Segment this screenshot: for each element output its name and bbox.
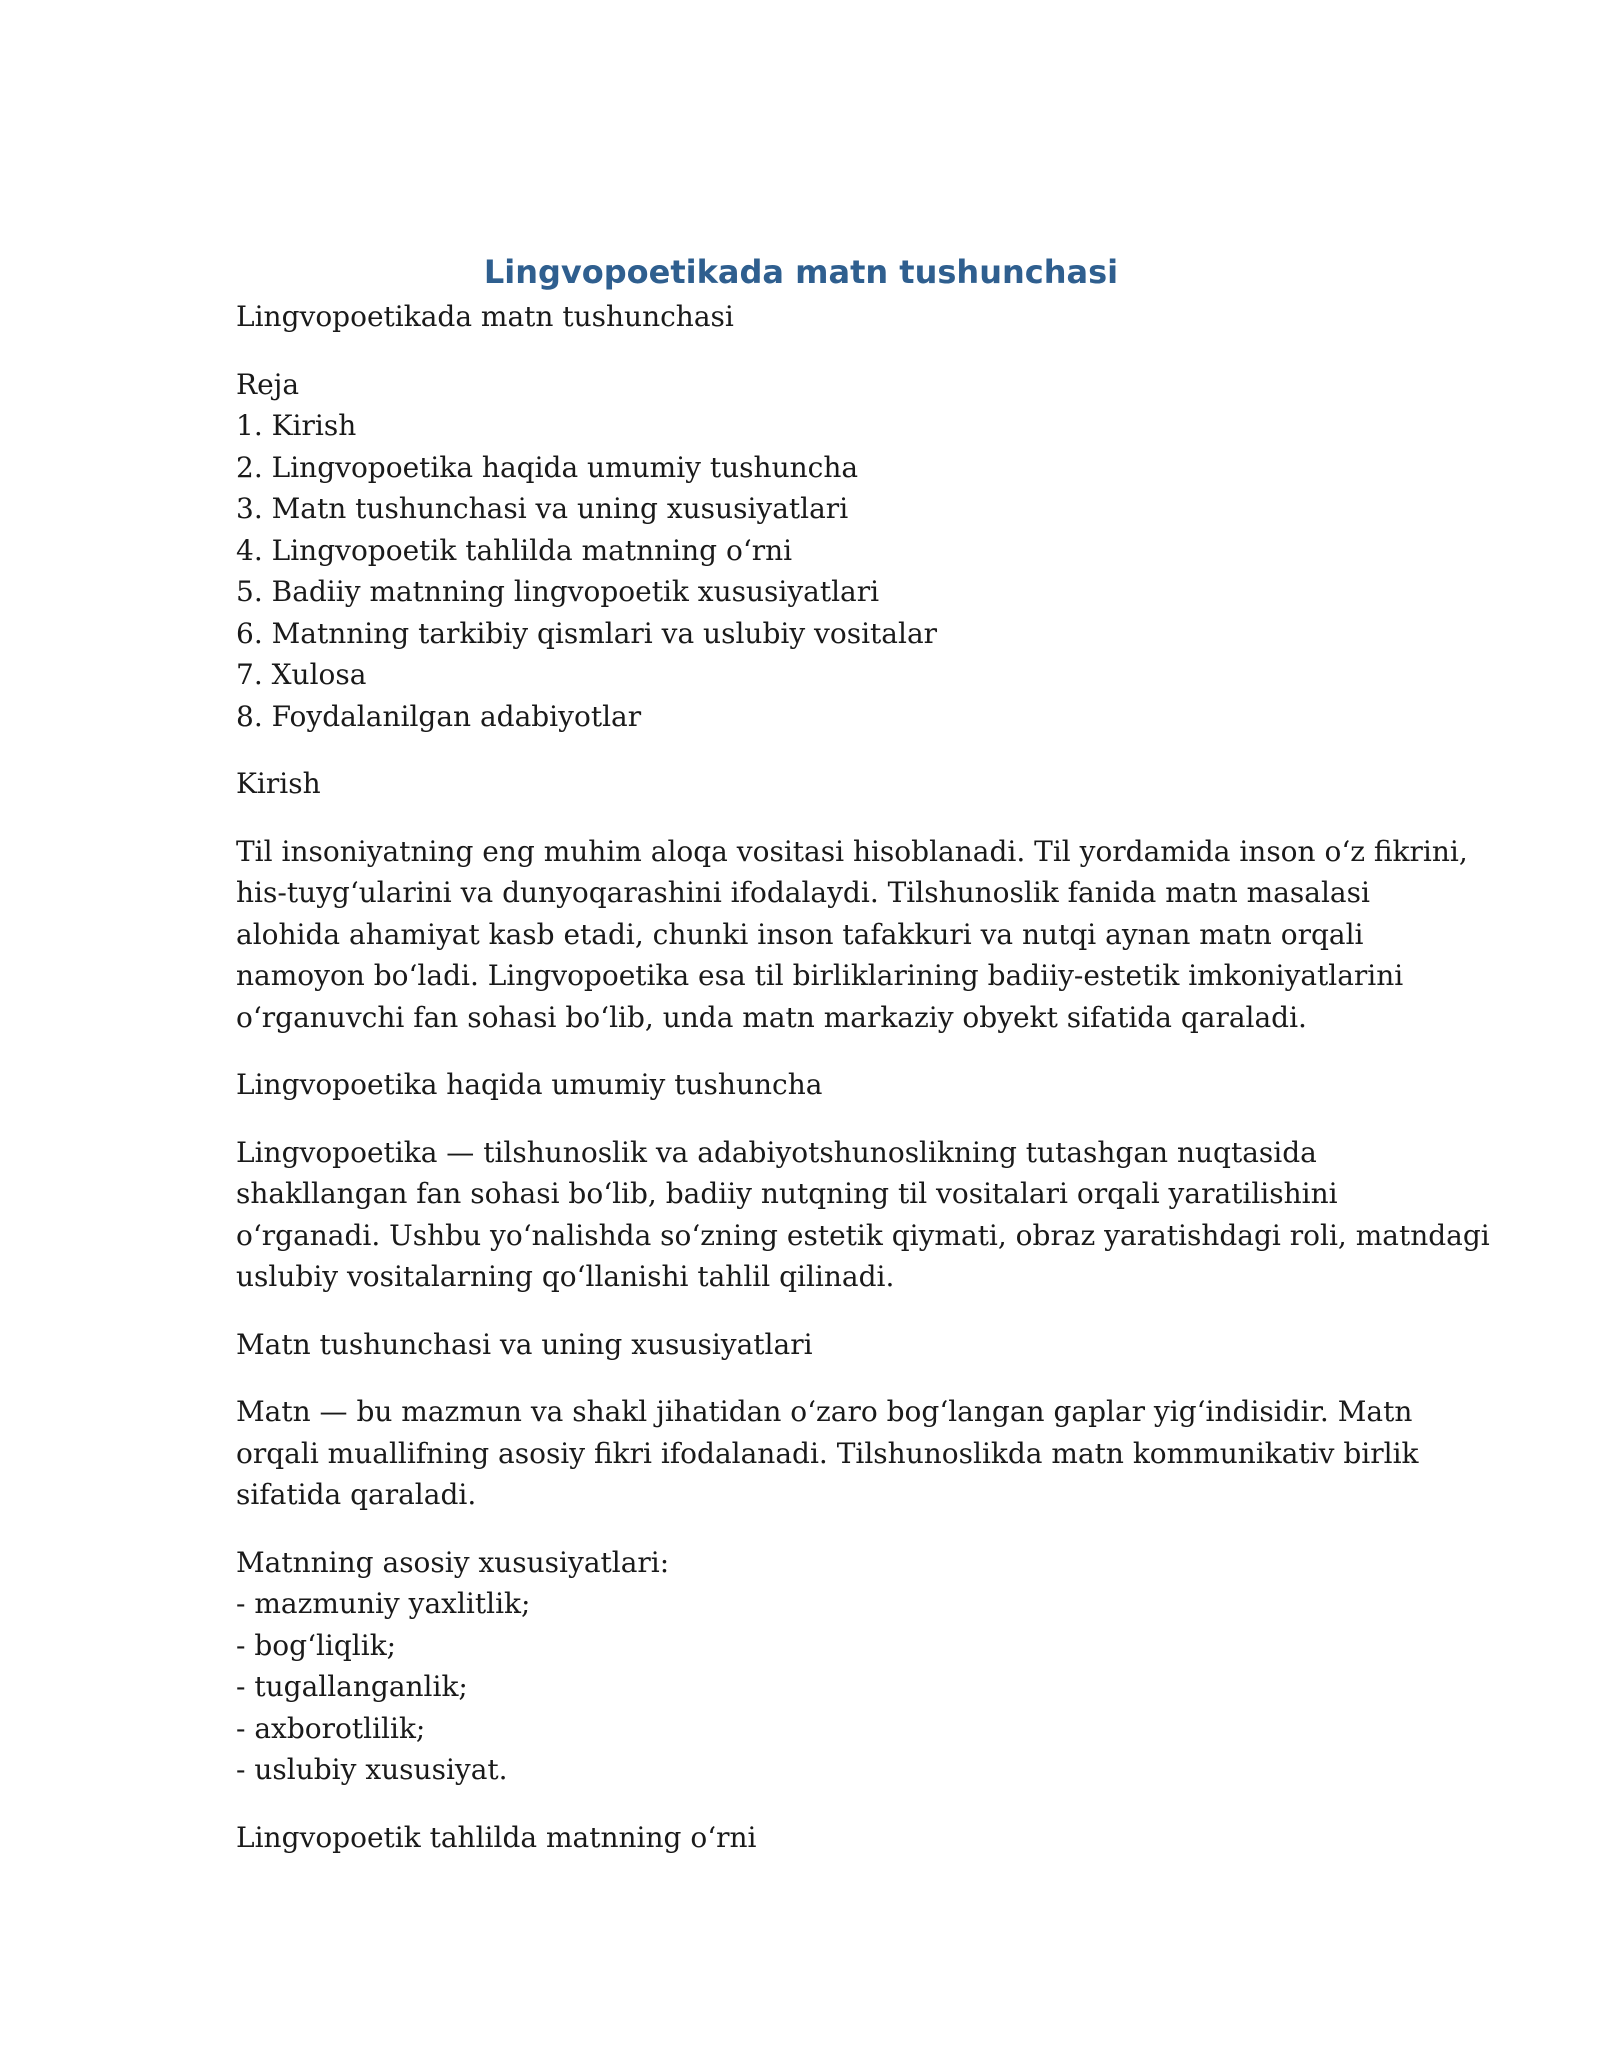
properties-item: - bog‘liqlik; (236, 1628, 397, 1662)
plan-label: Reja (236, 367, 300, 401)
paragraph-line: shakllangan fan sohasi bo‘lib, badiiy nutqning til vositalari orqali yaratilishini (236, 1177, 1338, 1210)
section-heading-final: Lingvopoetik tahlilda matnning o‘rni (236, 1820, 757, 1854)
paragraph-line: Til insoniyatning eng muhim aloqa vositasi hisoblanadi. Til yordamida inson o‘z fikrini, (236, 834, 1468, 868)
section-heading-kirish: Kirish (236, 767, 321, 800)
document-subtitle: Lingvopoetikada matn tushunchasi (236, 300, 734, 333)
properties-item: - uslubiy xususiyat. (236, 1753, 508, 1786)
paragraph-line: Matn — bu mazmun va shakl jihatidan o‘zaro bog‘langan gaplar yig‘indisidir. Matn (236, 1395, 1413, 1428)
paragraph-line: uslubiy vositalarning qo‘llanishi tahlil qilinadi. (236, 1260, 895, 1293)
properties-list (236, 1542, 1366, 1791)
plan-list (236, 364, 1366, 738)
document-title: Lingvopoetikada matn tushunchasi (483, 253, 1119, 291)
properties-item: - mazmuniy yaxlitlik; (236, 1587, 531, 1620)
paragraph-line: o‘rganuvchi fan sohasi bo‘lib, unda matn markaziy obyekt sifatida qaraladi. (236, 1000, 1307, 1034)
plan-item: 8. Foydalanilgan adabiyotlar (236, 699, 642, 733)
paragraph-line: orqali muallifning asosiy fikri ifodalanadi. Tilshunoslikda matn kommunikativ birlik (236, 1436, 1419, 1470)
paragraph-line: alohida ahamiyat kasb etadi, chunki inson tafakkuri va nutqi aynan matn orqali (236, 917, 1364, 951)
plan-item: 4. Lingvopoetik tahlilda matnning o‘rni (236, 533, 793, 567)
section-heading-matn: Matn tushunchasi va uning xususiyatlari (236, 1327, 813, 1361)
plan-item: 3. Matn tushunchasi va uning xususiyatlari (236, 492, 849, 525)
paragraph-line: Lingvopoetika — tilshunoslik va adabiyotshunoslikning tutashgan nuqtasida (236, 1135, 1317, 1169)
plan-item: 5. Badiiy matnning lingvopoetik xususiyatlari (236, 575, 880, 608)
plan-item: 1. Kirish (236, 409, 357, 442)
paragraph-line: his-tuyg‘ularini va dunyoqarashini ifodalaydi. Tilshunoslik fanida matn masalasi (236, 876, 1370, 909)
plan-item: 2. Lingvopoetika haqida umumiy tushuncha (236, 450, 859, 484)
document-body (236, 248, 1490, 1884)
section-paragraph-kirish (236, 831, 1468, 1039)
section-paragraph-matn (236, 1391, 1419, 1516)
plan-item: 7. Xulosa (236, 658, 367, 691)
paragraph-line: o‘rganadi. Ushbu yo‘nalishda so‘zning estetik qiymati, obraz yaratishdagi roli, matndagi (236, 1218, 1490, 1252)
paragraph-line: namoyon bo‘ladi. Lingvopoetika esa til birliklarining badiiy-estetik imkoniyatlarini (236, 959, 1404, 992)
plan-item: 6. Matnning tarkibiy qismlari va uslubiy vositalar (236, 616, 938, 650)
paragraph-line: sifatida qaraladi. (236, 1478, 477, 1511)
properties-item: - tugallanganlik; (236, 1670, 468, 1703)
section-heading-lingvopoetika: Lingvopoetika haqida umumiy tushuncha (236, 1068, 823, 1101)
section-paragraph-lingvopoetika (236, 1132, 1490, 1298)
properties-item: - axborotlilik; (236, 1711, 426, 1745)
properties-label: Matnning asosiy xususiyatlari: (236, 1545, 670, 1579)
